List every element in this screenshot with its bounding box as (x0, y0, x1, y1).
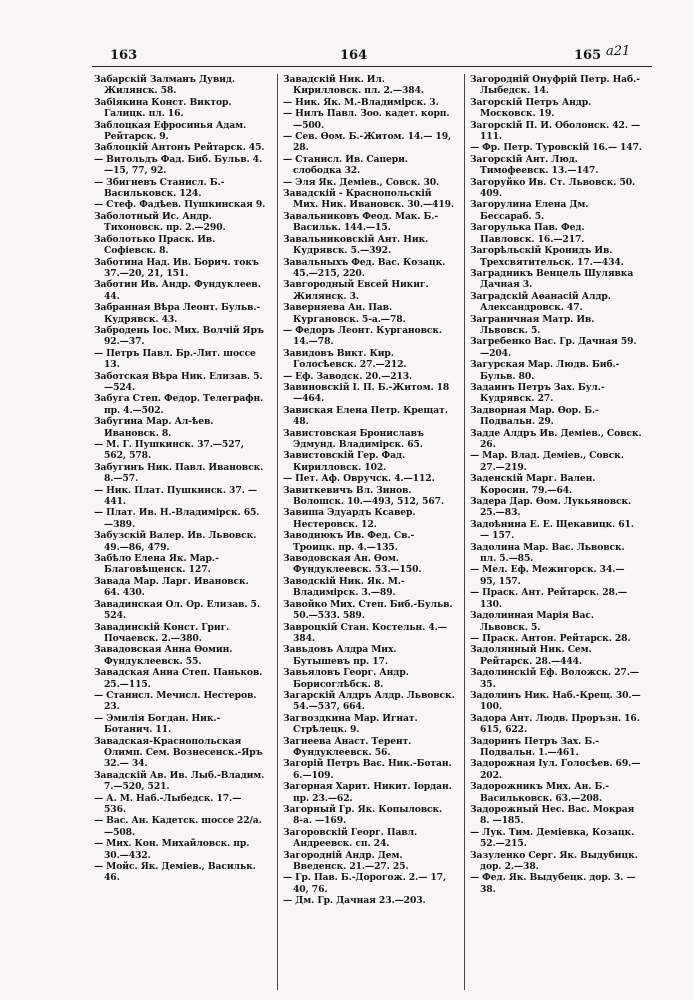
directory-entry: Заденскій Марг. Вален. Коросин. 79.—64. (470, 473, 596, 496)
directory-entry: Завидовъ Викт. Кир. Голосѣевск. 27.—212. (283, 347, 407, 371)
directory-entry: — Ник. Плат. Пушкинск. 37. —441. (94, 484, 257, 508)
directory-entry: Загвоздкина Мар. Игнат. Стрѣлецк. 9. (283, 712, 418, 736)
directory-entry: Загоруйко Ив. Ст. Львовск. 50. 409. (470, 176, 636, 200)
directory-entry: Заблоцкій Антонъ Рейтарск. 45. (94, 142, 265, 154)
directory-entry: Задворная Мар. Ѳор. Б.-Подвальн. 29. (470, 404, 599, 428)
directory-entry: Завадскій Ник. Ил. Кирилловск. пл. 2.—384. (283, 74, 424, 97)
directory-entry: Завиская Елена Петр. Крещат. 48. (283, 404, 448, 428)
directory-entry: — Эмилія Богдан. Ник.-Ботанич. 11. (94, 712, 221, 736)
directory-entry: Загородній Андр. Дем. Введенск. 21.—27. 25. (283, 849, 409, 873)
directory-entry: Завроцкій Стан. Костельн. 4.— 384. (283, 621, 447, 644)
directory-entry: Задорожникъ Мих. Ан. Б.-Васильковск. 63.—208. (470, 781, 610, 804)
directory-column-2 (283, 74, 455, 990)
directory-entry: Загорѣльскій Кронидъ Ив. Трехсвятительск. 17.—434. (470, 245, 624, 268)
directory-entry: Завьяловъ Георг. Андр. Борисоглѣбск. 8. (283, 667, 409, 690)
page-number-middle: 164 (340, 48, 368, 63)
directory-entry: Забугина Мар. Ал-ѣев. Ивановск. 8. (94, 416, 214, 439)
directory-entry: Завиткевичъ Вл. Зинов. Волошск. 10.—493, 512, 567. (283, 484, 444, 508)
directory-entry: Завада Мар. Ларг. Ивановск. 64. 430. (94, 575, 249, 599)
directory-entry: — Праск. Антон. Рейтарск. 28. (470, 632, 631, 644)
directory-entry: — Станисл. Мечисл. Нестеров. 23. (94, 689, 257, 713)
directory-entry: Заградникъ Венцель Шулявка Дачная 3. (470, 267, 634, 291)
directory-entry: Заверняева Ан. Пав. Кургановск. 5-а.—78. (283, 302, 406, 325)
directory-entry: Завгородный Евсей Никиг. Жилянск. 3. (283, 279, 429, 302)
directory-entry: Загурская Мар. Людв. Биб.-Бульв. 80. (470, 359, 620, 382)
directory-entry: Загарскій Алдръ Алдр. Львовск. 54.—537, 664. (283, 689, 455, 713)
directory-entry: Завадинскій Конст. Григ. Почаевск. 2.—380. (94, 621, 230, 644)
directory-entry: Задоринъ Петръ Зах. Б.-Подвальн. 1.—461. (470, 735, 599, 758)
directory-entry: Завойко Мих. Степ. Биб.-Бульв. 50.—533. 589. (283, 598, 453, 622)
directory-entry: Задолинъ Ник. Наб.-Крещ. 30.— 100. (470, 689, 641, 713)
directory-entry: Завадовская Анна Ѳомин. Фундуклеевск. 55. (94, 644, 233, 667)
page-number-right: 165 (574, 48, 602, 63)
directory-entry: — Вас. Ан. Кадетск. шоссе 22/а. —508. (94, 815, 262, 838)
directory-entry: Заводскій Ник. Як. М.-Владимірск. 3.—89. (283, 575, 405, 599)
directory-entry: — Збигневъ Станисл. Б.-Васильковск. 124. (94, 176, 225, 200)
directory-entry: — А. М. Наб.-Лыбедск. 17.— 536. (94, 792, 242, 815)
directory-entry: Забузскій Валер. Ив. Львовск. 49.—86, 479. (94, 530, 257, 553)
directory-entry: — Ник. Як. М.-Владимірск. 3. (283, 96, 439, 108)
directory-entry: Задорожный Нес. Вас. Мокрая 8. —185. (470, 804, 635, 827)
directory-entry: Задолина Мар. Вас. Львовск. пл. 5.—85. (470, 541, 625, 565)
directory-entry: Задорожная Іул. Голосѣев. 69.— 202. (470, 758, 641, 781)
directory-entry: Завальниковъ Феод. Мак. Б.-Васильк. 144.—15. (283, 210, 439, 234)
directory-entry: Заводовская Ан. Ѳом. Фундуклеевск. 53.—150. (283, 553, 422, 576)
directory-entry: Задера Дар. Ѳом. Лукьяновск. 25.—83. (470, 496, 632, 519)
directory-entry: Загорій Петръ Вас. Ник.-Ботан. 6.—109. (283, 758, 452, 781)
directory-entry: Забіякина Конст. Виктор. Галицк. пл. 16. (94, 96, 232, 120)
directory-entry: Загребенко Вас. Гр. Дачная 59. —204. (470, 336, 637, 359)
directory-entry: Загнеева Анаст. Терент. Фундуклеевск. 56. (283, 735, 412, 758)
directory-entry: Задолянный Ник. Сем. Рейтарск. 28.—444. (470, 644, 592, 667)
directory-entry: — Фед. Як. Выдубецк. дор. 3. —38. (470, 872, 636, 895)
directory-entry: Загоровскій Георг. Павл. Андреевск. сп. 24. (283, 826, 418, 850)
directory-entry: Заботская Вѣра Ник. Елизав. 5. —524. (94, 370, 263, 393)
directory-entry: Загорскій Ант. Люд. Тимофеевск. 13.—147. (470, 153, 599, 177)
directory-entry: — Эля Як. Деміев., Совск. 30. (283, 176, 440, 188)
directory-entry: — Еф. Заводск. 20.—213. (283, 370, 413, 382)
directory-entry: Завадская Анна Степ. Паньков. 25.—115. (94, 667, 263, 690)
directory-entry: Завадинская Ол. Ор. Елизав. 5. 524. (94, 598, 260, 622)
directory-entry: — Дм. Гр. Дачная 23.—203. (283, 895, 426, 907)
directory-entry: Задолинскій Еф. Воложск. 27.— 35. (470, 667, 639, 690)
handwritten-page-note: a21 (606, 44, 631, 59)
directory-entry: Заболотько Праск. Ив. Софіевск. 8. (94, 233, 216, 257)
directory-entry: Задаинъ Петръ Зах. Бул.-Кудрявск. 27. (470, 381, 605, 405)
directory-entry: Заботина Над. Ив. Борич. токъ 37.—20, 21, 151. (94, 256, 259, 279)
directory-entry: Забарскій Залманъ Дувид. Жилянск. 58. (94, 74, 235, 97)
directory-entry: — Пет. Аф. Овручск. 4.—112. (283, 473, 435, 485)
directory-entry: — Мойс. Як. Деміев., Васильк. 46. (94, 861, 256, 884)
directory-entry: Завиша Эдуардъ Ксавер. Нестеровск. 12. (283, 507, 416, 530)
directory-entry: — М. Г. Пушкинск. 37.—527, 562, 578. (94, 439, 244, 462)
directory-entry: — Сев. Ѳом. Б.-Житом. 14.— 19, 28. (283, 131, 452, 154)
directory-entry: Забуга Степ. Федор. Телеграфн. пр. 4.—502. (94, 393, 264, 416)
directory-entry: Завадскій Ав. Ив. Лыб.-Владим. 7.—520, 521. (94, 769, 265, 793)
column-divider (464, 74, 465, 990)
directory-entry: Заградскій Аѳанасій Алдр. Александровск. 47. (470, 290, 611, 314)
directory-entry: Завадская-Краснопольская Олимп. Сем. Вознесенск.-Яръ 32.— 34. (94, 735, 263, 770)
directory-entry: — Федоръ Леонт. Кургановск. 14.—78. (283, 324, 442, 348)
directory-entry: Загорскій Петръ Андр. Московск. 19. (470, 96, 592, 120)
directory-entry: Загорулина Елена Дм. Бессараб. 5. (470, 199, 589, 222)
directory-entry: — Праск. Ант. Рейтарск. 28.— 130. (470, 587, 627, 610)
page-header (0, 0, 694, 62)
directory-entry: — Лук. Тим. Деміевка, Козацк. 52.—215. (470, 826, 635, 850)
directory-columns (94, 74, 654, 990)
directory-entry: Заболотный Ис. Андр. Тихоновск. пр. 2.—290. (94, 210, 226, 234)
directory-entry: Забродень Іос. Мих. Волчій Яръ 92.—37. (94, 324, 264, 348)
directory-entry: Задора Ант. Людв. Проръзн. 16. 615, 622. (470, 712, 640, 736)
directory-entry: Завадскій - Краснопольскій Мих. Ник. Ивановск. 30.—419. (283, 188, 455, 211)
directory-entry: Задде Алдръ Ив. Деміев., Совск. 26. (470, 427, 642, 450)
directory-entry: — Витольдъ Фад. Биб. Бульв. 4.—15, 77, 92. (94, 153, 263, 177)
directory-entry: Заграничная Матр. Ив. Львовск. 5. (470, 313, 595, 336)
directory-entry: Заводнюкъ Ив. Фед. Св.-Троицк. пр. 4.—135. (283, 530, 415, 553)
directory-column-1 (94, 74, 266, 990)
directory-entry: — Стеф. Фадѣев. Пушкинская 9. (94, 199, 266, 211)
directory-entry: Загородній Онуфрій Петр. Наб.-Лыбедск. 14. (470, 74, 640, 97)
directory-entry: Зазуленко Серг. Як. Выдубицк. дор. 2.—38. (470, 849, 638, 873)
column-divider (277, 74, 278, 990)
directory-entry: Завальныхъ Фед. Вас. Козацк. 45.—215, 220. (283, 256, 446, 279)
directory-entry: Загорная Харит. Никит. Іордан. пр. 23.—62. (283, 781, 452, 804)
directory-entry: Завистовская Брониславъ Эдмунд. Владимірск. 65. (283, 427, 424, 450)
directory-entry: Забранная Вѣра Леонт. Бульв.-Кудрявск. 43. (94, 302, 261, 325)
directory-entry: Завиновскій І. П. Б.-Житом. 18 —464. (283, 381, 450, 405)
directory-entry: Задоѣнина Е. Е. Щекавицк. 61.— 157. (470, 518, 634, 542)
directory-entry: — Станисл. Ив. Сапери. слободка 32. (283, 153, 408, 177)
directory-entry: Забѣло Елена Як. Мар.-Благовѣщенск. 127. (94, 553, 219, 576)
directory-entry: Заботин Ив. Андр. Фундуклеев. 44. (94, 279, 261, 302)
directory-entry: — Мар. Влад. Деміев., Совск. 27.—219. (470, 450, 624, 473)
directory-entry: Завальниковскій Ант. Ник. Кудрявск. 5.—392. (283, 233, 429, 257)
directory-entry: — Фр. Петр. Туровскій 16.— 147. (470, 142, 642, 154)
directory-entry: Загорулька Пав. Фед. Павловск. 16.—217. (470, 222, 585, 245)
directory-entry: — Гр. Пав. Б.-Дорогож. 2.— 17, 40, 76. (283, 872, 447, 895)
directory-entry: — Нилъ Павл. Зоо. кадет. корп. —500. (283, 108, 450, 131)
directory-entry: — Мих. Кон. Михайловск. пр. 30.—432. (94, 838, 250, 861)
directory-entry: — Плат. Ив. Н.-Владимірск. 65.—389. (94, 507, 260, 530)
directory-entry: Завьдовъ Алдра Мих. Бутышевъ пр. 17. (283, 644, 397, 667)
page-number-left: 163 (110, 48, 138, 63)
directory-column-3 (470, 74, 642, 990)
directory-entry: — Петръ Павл. Бр.-Лит. шоссе 13. (94, 347, 256, 371)
directory-entry: Задолинная Марія Вас. Львовск. 5. (470, 610, 594, 633)
directory-entry: Загорный Гр. Як. Копыловск. 8-а. —169. (283, 804, 443, 827)
directory-entry: Забугинъ Ник. Павл. Ивановск. 8.—57. (94, 461, 264, 485)
header-rule (92, 66, 652, 67)
directory-entry: Заблоцкая Ефросинья Адам. Рейтарск. 9. (94, 119, 247, 143)
directory-entry: — Мел. Еф. Межигорск. 34.— 95, 157. (470, 564, 625, 587)
directory-entry: Завистовскій Гер. Фад. Кирилловск. 102. (283, 450, 406, 473)
directory-entry: Загорскій П. И. Оболонск. 42. —111. (470, 119, 641, 143)
